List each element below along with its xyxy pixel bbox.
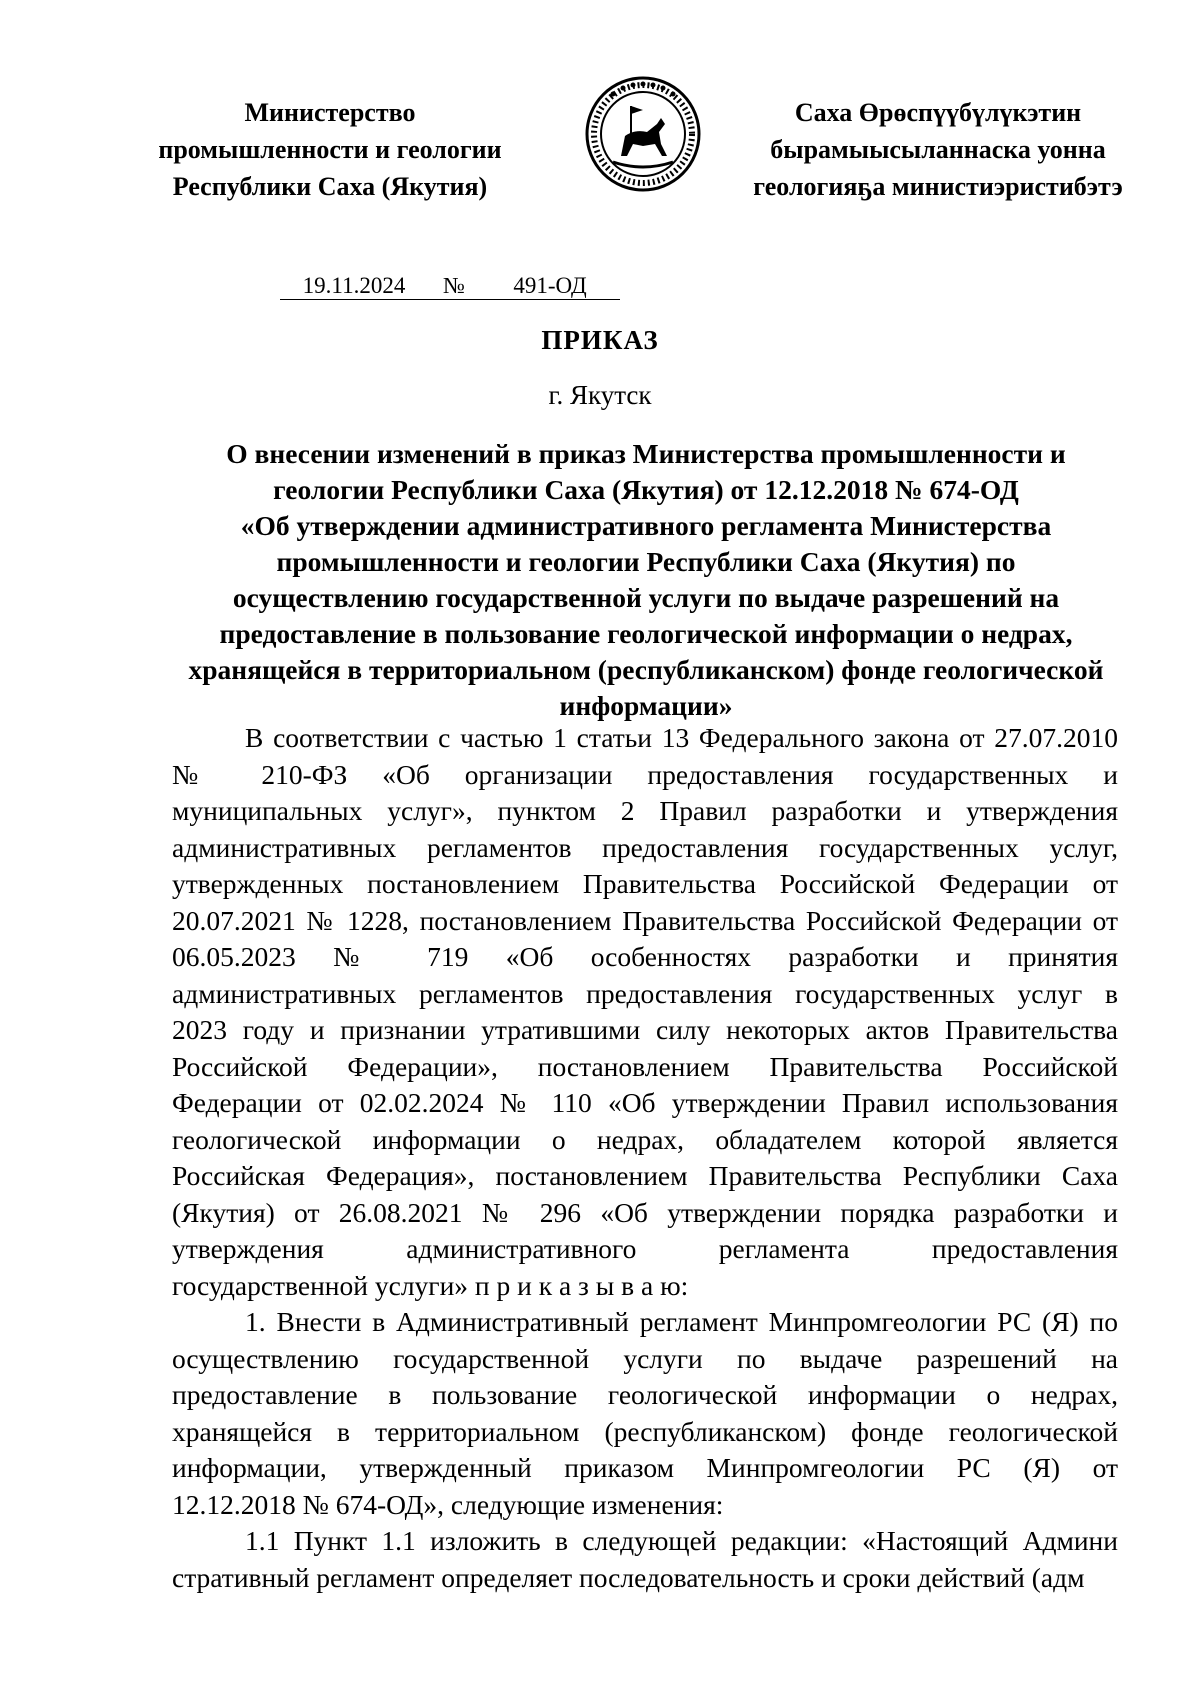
document-title: ПРИКАЗ — [541, 325, 659, 355]
body-line: хранящейся в территориальном (республиканском) фонде геологической — [172, 1415, 1118, 1447]
order-date-number-line — [280, 273, 620, 300]
body-line: утверждения административного регламента предоставления — [172, 1233, 1118, 1264]
body-line: В соответствии с частью 1 статьи 13 Федерального закона от 27.07.2010 — [245, 722, 1118, 753]
body-line: утвержденных постановлением Правительства Российской Федерации от — [172, 868, 1118, 899]
body-line: 12.12.2018 № 674-ОД», следующие изменения: — [172, 1488, 724, 1520]
order-body — [172, 720, 1118, 1596]
body-line: осуществлению государственной услуги по выдаче разрешений на — [172, 1342, 1118, 1374]
body-line: (Якутия) от 26.08.2021 № 296 «Об утверждении порядка разработки и — [172, 1196, 1118, 1228]
number-sign: № — [428, 273, 480, 300]
body-line: 1. Внести в Административный регламент Минпромгеологии РС (Я) по — [245, 1306, 1118, 1337]
body-line: стративный регламент определяет последовательность и сроки действий (адм — [172, 1561, 1085, 1593]
body-line: № 210-ФЗ «Об организации предоставления государственных и — [172, 758, 1118, 790]
body-line: административных регламентов предоставления государственных услуг в — [172, 977, 1118, 1009]
sakha-republic-emblem-icon — [583, 74, 703, 194]
document-city: г. Якутск — [548, 380, 652, 410]
body-line: 2023 году и признании утратившими силу некоторых актов Правительства — [172, 1014, 1118, 1045]
ministry-name-yakut: Саха Өрөспүүбүлүкэтин бырамыысыланнаска уонна геологияҕа министиэристибэтэ — [753, 98, 1123, 201]
body-line: 06.05.2023 № 719 «Об особенностях разработки и принятия — [172, 941, 1118, 972]
body-line: административных регламентов предоставления государственных услуг, — [172, 831, 1118, 863]
order-subject: О внесении изменений в приказ Министерства промышленности и геологии Республики Саха (Якутия) от 12.12.2018 № 674-ОД «Об утверждении административного регламента Министерства промышленности и геологии Республики Саха (Якутия) по осуществлению государственной услуги по выдаче разрешений на предоставление в пользование геологической информации о недрах, хранящейся в территориальном (республиканском) фонде геологической информации» — [188, 438, 1104, 721]
body-line: муниципальных услуг», пунктом 2 Правил разработки и утверждения — [172, 795, 1118, 826]
ministry-name-russian: Министерство промышленности и геологии Республики Саха (Якутия) — [158, 98, 502, 201]
body-line: 1.1 Пункт 1.1 изложить в следующей редакции: «Настоящий Админи — [245, 1525, 1118, 1556]
order-date: 19.11.2024 — [280, 273, 428, 300]
order-number: 491-ОД — [480, 273, 620, 300]
body-line: Российской Федерации», постановлением Правительства Российской — [172, 1050, 1118, 1082]
body-line: геологической информации о недрах, обладателем которой является — [172, 1123, 1118, 1155]
body-line: 20.07.2021 № 1228, постановлением Правительства Российской Федерации от — [172, 904, 1118, 936]
body-line: информации, утвержденный приказом Минпромгеологии РС (Я) от — [172, 1452, 1118, 1483]
body-line: предоставление в пользование геологической информации о недрах, — [172, 1379, 1118, 1410]
body-line: Федерации от 02.02.2024 № 110 «Об утверждении Правил использования — [172, 1087, 1118, 1118]
body-line: государственной услуги» п р и к а з ы в а ю: — [172, 1269, 689, 1301]
body-line: Российская Федерация», постановлением Правительства Республики Саха — [172, 1160, 1118, 1191]
